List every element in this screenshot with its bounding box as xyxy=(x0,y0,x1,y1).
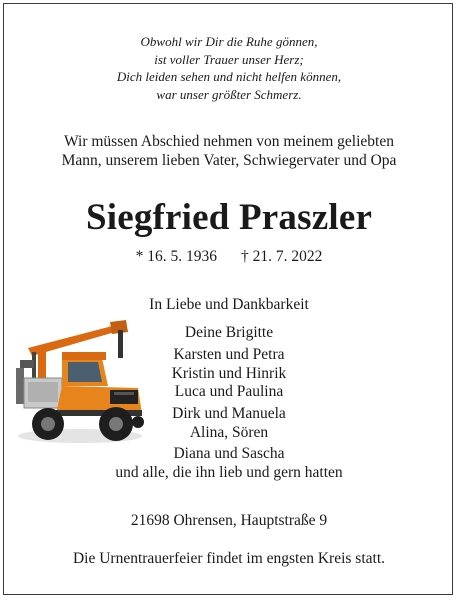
spouse-name: Deine Brigitte xyxy=(184,324,274,341)
family-line: Alina, Sören xyxy=(189,423,269,441)
life-dates xyxy=(0,247,458,266)
family-group-2 xyxy=(0,405,458,442)
ceremony-notice: Die Urnentrauerfeier findet im engsten Kreis statt. xyxy=(72,550,386,567)
family-line: Kristin und Hinrik xyxy=(171,364,287,382)
intro-line: Mann, unserem lieben Vater, Schwiegervater und Opa xyxy=(61,152,397,169)
family-line: Karsten und Petra xyxy=(173,346,285,363)
deceased-name: Siegfried Praszler xyxy=(85,197,373,238)
intro-line: Wir müssen Abschied nehmen von meinem geliebten xyxy=(64,133,394,150)
family-line: Luca und Paulina xyxy=(174,383,284,400)
death-date: † 21. 7. 2022 xyxy=(241,248,323,265)
poem-line: war unser größter Schmerz. xyxy=(156,86,302,102)
family-line: Diana und Sascha xyxy=(173,445,285,462)
family-group-1 xyxy=(0,346,458,402)
memorial-poem xyxy=(0,33,458,103)
family-group-3 xyxy=(0,445,458,482)
family-line: Dirk und Manuela xyxy=(172,405,286,422)
poem-line: Obwohl wir Dir die Ruhe gönnen, xyxy=(140,34,318,49)
birth-date: * 16. 5. 1936 xyxy=(135,248,217,265)
poem-line: Dich leiden sehen und nicht helfen können, xyxy=(116,69,342,84)
farewell-intro xyxy=(0,132,458,170)
poem-line: ist voller Trauer unser Herz; xyxy=(154,51,304,67)
address: 21698 Ohrensen, Hauptstraße 9 xyxy=(130,512,328,529)
mourners-heading: In Liebe und Dankbarkeit xyxy=(149,296,309,313)
family-line: und alle, die ihn lieb und gern hatten xyxy=(115,463,343,481)
